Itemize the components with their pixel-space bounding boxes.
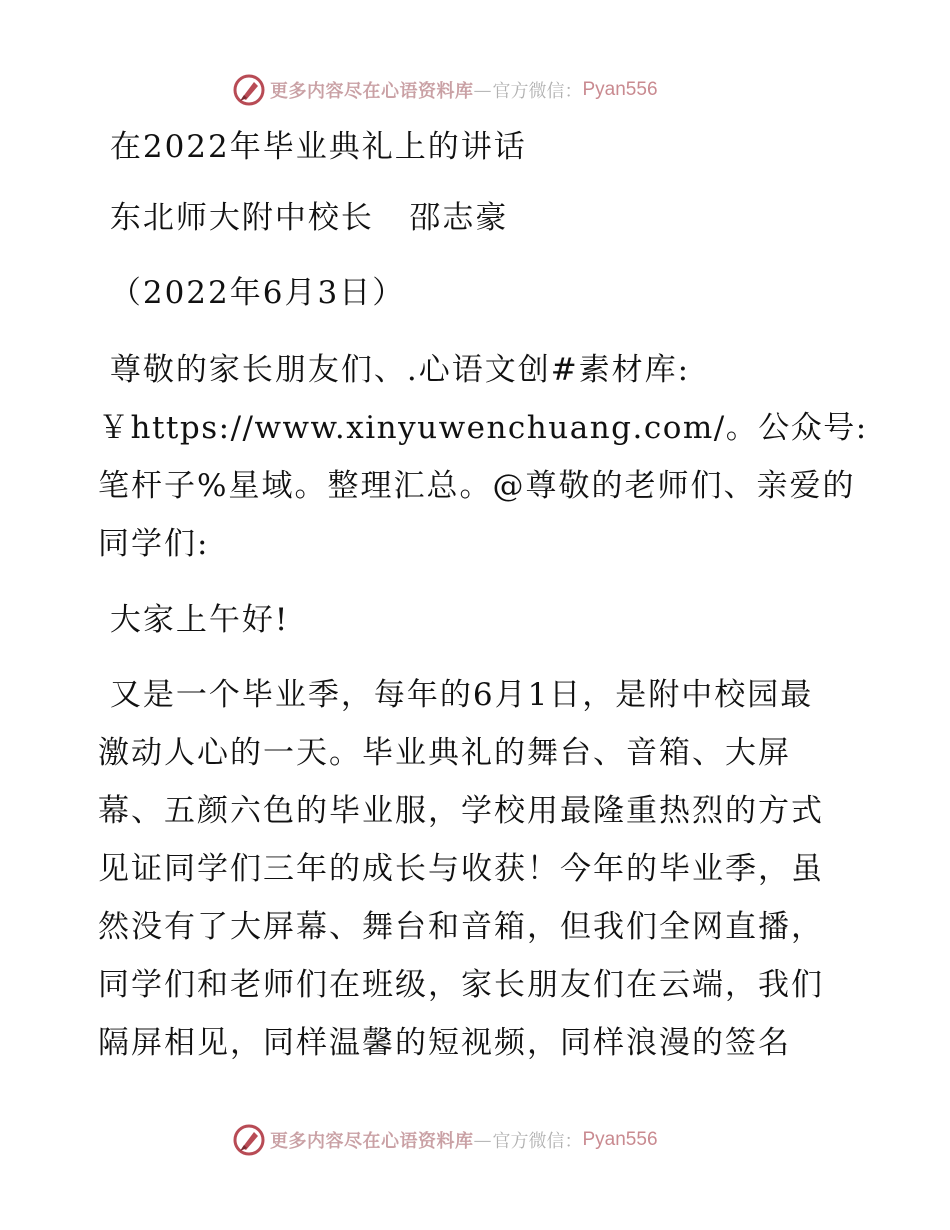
- paragraph-line: 尊敬的家长朋友们、.心语文创#素材库:: [98, 352, 691, 388]
- watermark-separator: —: [473, 79, 492, 101]
- header-watermark-banner: [232, 72, 658, 108]
- watermark-main-text: 更多内容尽在心语资料库: [270, 1131, 474, 1152]
- footer-watermark-banner: [232, 1122, 658, 1158]
- document-author: 东北师大附中校长 邵志豪: [98, 200, 509, 236]
- watermark-wechat-id: Pyan556: [582, 1129, 658, 1150]
- paragraph-line: 同学们:: [98, 526, 210, 562]
- paragraph-line: 大家上午好!: [98, 602, 290, 638]
- paragraph-line: 隔屏相见，同样温馨的短视频，同样浪漫的签名: [98, 1025, 791, 1061]
- paragraph-line: 又是一个毕业季，每年的6月1日，是附中校园最: [98, 677, 814, 713]
- watermark-wechat-label: 官方微信：: [492, 81, 583, 102]
- paragraph-line: 幕、五颜六色的毕业服，学校用最隆重热烈的方式: [98, 793, 824, 829]
- watermark-main-text: 更多内容尽在心语资料库: [270, 81, 474, 102]
- paragraph-line: 激动人心的一天。毕业典礼的舞台、音箱、大屏: [98, 735, 791, 771]
- watermark-wechat-id: Pyan556: [582, 79, 658, 100]
- paragraph-line: 然没有了大屏幕、舞台和音箱，但我们全网直播，: [98, 909, 824, 945]
- document-date: （2022年6月3日）: [98, 275, 406, 311]
- watermark-separator: —: [473, 1129, 492, 1151]
- pen-nib-logo-icon: [232, 1123, 266, 1157]
- document-title: 在2022年毕业典礼上的讲话: [98, 129, 527, 165]
- watermark-wechat-label: 官方微信：: [492, 1131, 583, 1152]
- pen-nib-logo-icon: [232, 73, 266, 107]
- paragraph-line: 见证同学们三年的成长与收获！今年的毕业季，虽: [98, 851, 824, 887]
- paragraph-line: 同学们和老师们在班级，家长朋友们在云端，我们: [98, 967, 824, 1003]
- paragraph-line: 笔杆子%星域。整理汇总。@尊敬的老师们、亲爱的: [98, 468, 856, 504]
- paragraph-line: ￥https://www.xinyuwenchuang.com/。公众号:: [98, 410, 868, 446]
